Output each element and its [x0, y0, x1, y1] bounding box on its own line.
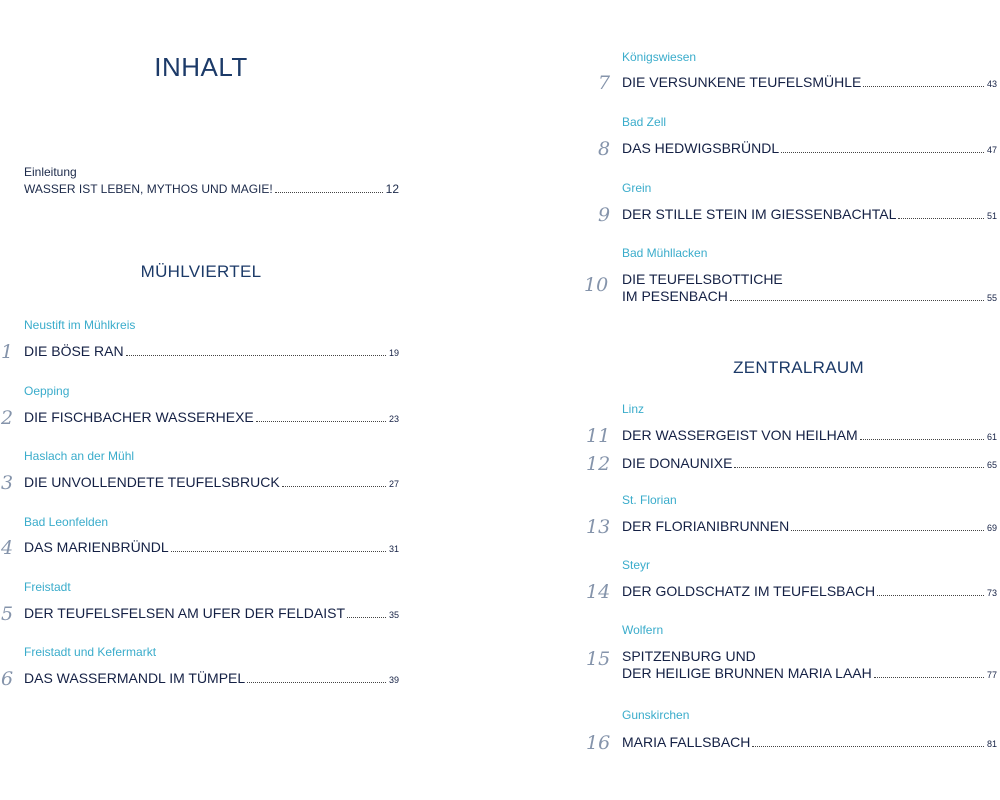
page-number: 31: [388, 544, 399, 554]
entry-number: 3: [1, 472, 14, 494]
leader-dots: [752, 746, 984, 747]
leader-dots: [347, 617, 386, 618]
leader-dots: [171, 551, 386, 552]
leader-dots: [874, 677, 984, 678]
entry-title: DER GOLDSCHATZ IM TEUFELSBACH: [622, 583, 876, 599]
entry-place: Oepping: [24, 384, 70, 398]
entry-place: Linz: [622, 402, 645, 416]
entry-title: DER FLORIANIBRUNNEN: [622, 518, 790, 534]
entry-place: Bad Mühllacken: [622, 246, 708, 260]
entry-place: Bad Leonfelden: [24, 515, 109, 529]
page-number: 65: [986, 460, 997, 470]
entry-place: Wolfern: [622, 623, 664, 637]
toc-entry[interactable]: [24, 539, 399, 556]
leader-dots: [781, 152, 984, 153]
leader-dots: [791, 530, 984, 531]
entry-place: Königswiesen: [622, 50, 697, 64]
page-number: 51: [986, 211, 997, 221]
section-title-zentralraum: ZENTRALRAUM: [733, 358, 864, 377]
page-number: 35: [388, 610, 399, 620]
leader-dots: [282, 486, 386, 487]
toc-entry[interactable]: [622, 734, 997, 751]
toc-entry[interactable]: [622, 455, 997, 472]
intro-entry[interactable]: [24, 165, 399, 198]
entry-number: 4: [1, 537, 14, 559]
entry-title: DIE DONAUNIXE: [622, 455, 733, 471]
entry-title-line2: DER HEILIGE BRUNNEN MARIA LAAH: [622, 665, 872, 681]
entry-number: 2: [1, 407, 14, 429]
toc-entry[interactable]: [622, 583, 997, 600]
entry-number: 9: [598, 204, 611, 226]
entry-title: MARIA FALLSBACH: [622, 734, 751, 750]
entry-number: 10: [584, 274, 609, 296]
leader-dots: [126, 355, 386, 356]
entry-place: Haslach an der Mühl: [24, 449, 135, 463]
leader-dots: [860, 439, 984, 440]
toc-entry[interactable]: [622, 140, 997, 157]
page-number: 77: [986, 670, 997, 680]
entry-number: 11: [586, 425, 611, 447]
entry-title: DAS MARIENBRÜNDL: [24, 539, 169, 555]
intro-title: WASSER IST LEBEN, MYTHOS UND MAGIE!: [24, 182, 273, 196]
toc-entry[interactable]: [622, 648, 997, 682]
page-number: 12: [385, 182, 399, 196]
entry-title-line1: SPITZENBURG UND: [622, 648, 756, 664]
entry-title: DIE FISCHBACHER WASSERHEXE: [24, 409, 254, 425]
entry-title: DER STILLE STEIN IM GIESSENBACHTAL: [622, 206, 897, 222]
leader-dots: [898, 218, 984, 219]
page-number: 43: [986, 79, 997, 89]
entry-title: DER WASSERGEIST VON HEILHAM: [622, 427, 858, 443]
entry-number: 8: [598, 138, 611, 160]
page-number: 47: [986, 145, 997, 155]
toc-entry[interactable]: [622, 74, 997, 91]
entry-number: 6: [1, 668, 14, 690]
toc-entry[interactable]: [24, 409, 399, 426]
entry-place: Grein: [622, 181, 652, 195]
entry-place: Freistadt: [24, 580, 71, 594]
entry-title-line1: DIE TEUFELSBOTTICHE: [622, 271, 783, 287]
toc-entry[interactable]: [622, 206, 997, 223]
entry-number: 7: [598, 72, 611, 94]
entry-title: DIE UNVOLLENDETE TEUFELSBRUCK: [24, 474, 280, 490]
entry-title: DAS HEDWIGSBRÜNDL: [622, 140, 780, 156]
intro-label: Einleitung: [24, 165, 77, 179]
page-number: 39: [388, 675, 399, 685]
toc-entry[interactable]: [24, 343, 399, 360]
leader-dots: [247, 682, 386, 683]
entry-place: Bad Zell: [622, 115, 667, 129]
page-number: 73: [986, 588, 997, 598]
entry-place: St. Florian: [622, 493, 677, 507]
toc-entry[interactable]: [24, 474, 399, 491]
leader-dots: [730, 300, 984, 301]
entry-title: DER TEUFELSFELSEN AM UFER DER FELDAIST: [24, 605, 346, 621]
page-number: 27: [388, 479, 399, 489]
entry-title-line2: IM PESENBACH: [622, 288, 728, 304]
entry-place: Gunskirchen: [622, 708, 690, 722]
entry-place: Steyr: [622, 558, 651, 572]
page-number: 69: [986, 523, 997, 533]
toc-entry[interactable]: [24, 605, 399, 622]
entry-title: DIE BÖSE RAN: [24, 343, 124, 359]
entry-number: 5: [1, 603, 14, 625]
page-number: 81: [986, 739, 997, 749]
page-number: 23: [388, 414, 399, 424]
leader-dots: [863, 86, 984, 87]
entry-place: Neustift im Mühlkreis: [24, 318, 136, 332]
entry-title: DAS WASSERMANDL IM TÜMPEL: [24, 670, 246, 686]
page-number: 55: [986, 293, 997, 303]
page-number: 19: [388, 348, 399, 358]
leader-dots: [256, 421, 386, 422]
page-title: INHALT: [154, 52, 248, 82]
entry-title: DIE VERSUNKENE TEUFELSMÜHLE: [622, 74, 862, 90]
entry-number: 12: [586, 453, 611, 475]
leader-dots: [734, 467, 984, 468]
section-title-muehlviertel: MÜHLVIERTEL: [140, 262, 262, 281]
leader-dots: [275, 192, 383, 193]
entry-number: 16: [586, 732, 611, 754]
toc-entry[interactable]: [622, 518, 997, 535]
leader-dots: [877, 595, 984, 596]
toc-entry[interactable]: [24, 670, 399, 687]
entry-number: 14: [586, 581, 611, 603]
entry-place: Freistadt und Kefermarkt: [24, 645, 157, 659]
toc-entry[interactable]: [622, 271, 997, 305]
entry-number: 1: [1, 341, 14, 363]
toc-entry[interactable]: [622, 427, 997, 444]
page-number: 61: [986, 432, 997, 442]
entry-number: 15: [586, 648, 611, 670]
entry-number: 13: [586, 516, 611, 538]
